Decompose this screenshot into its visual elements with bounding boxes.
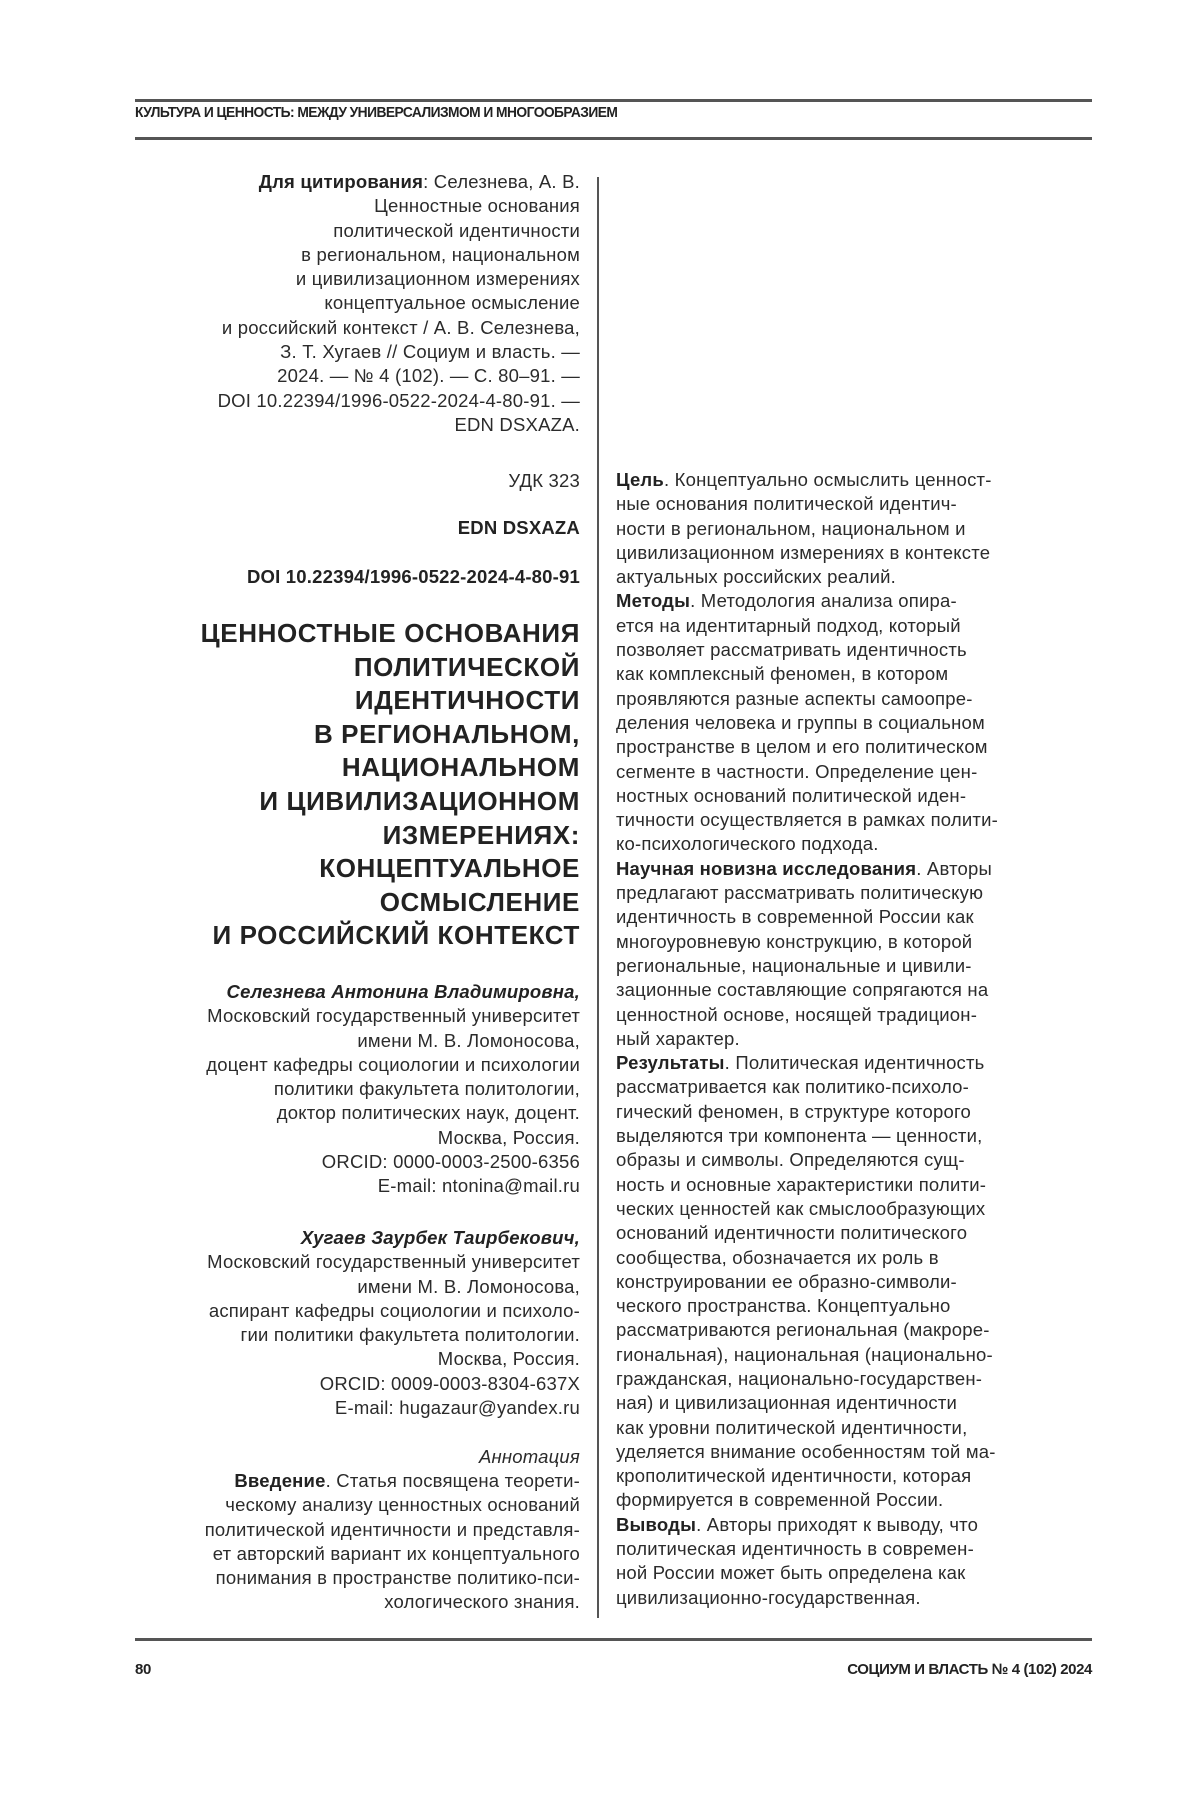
text-line [616, 1440, 998, 1464]
text-line [218, 364, 580, 388]
abstract-section [616, 468, 998, 589]
abstract-section [616, 1051, 998, 1513]
text-line [218, 413, 580, 437]
line-text: . Политическая идентичность [724, 1052, 985, 1074]
line-text: хологического знания. [384, 1591, 580, 1613]
line-text: ность и основные характеристики полити- [616, 1173, 987, 1195]
line-text: как комплексный феномен, в котором [616, 663, 949, 685]
annotation-label: Аннотация [478, 1446, 580, 1467]
line-text: ческому анализу ценностных оснований [225, 1494, 580, 1516]
line-text: тичности осуществляется в рамках полити- [616, 809, 998, 831]
text-line [616, 687, 998, 711]
line-text: ет авторский вариант их концептуального [212, 1542, 580, 1564]
title-line: ПОЛИТИЧЕСКОЙ [353, 651, 580, 682]
header-rule-bottom [135, 137, 1092, 140]
udk: УДК 323 [508, 470, 580, 491]
line-text: ный характер. [616, 1027, 740, 1049]
line-text: ческих ценностей как смыслообразующих [616, 1197, 986, 1219]
text-line [616, 905, 998, 929]
author-block [206, 980, 580, 1199]
title-line: ИДЕНТИЧНОСТИ [354, 685, 580, 716]
line-text: концептуальное осмысление [324, 292, 580, 314]
title-line: ОСМЫСЛЕНИЕ [379, 886, 580, 917]
line-text: политическая идентичность в современ- [616, 1538, 974, 1560]
author-affiliation-line: Москва, Россия. [437, 1348, 580, 1370]
line-text: проявляются разные аспекты самоопре- [616, 687, 973, 709]
line-text: ется на идентитарный подход, который [616, 614, 961, 636]
abstract-section [616, 1513, 998, 1610]
line-text: ценностной основе, носящей традицион- [616, 1003, 978, 1025]
line-text: формируется в современной России. [616, 1489, 944, 1511]
header-rule-top [135, 99, 1092, 102]
line-text: рассматривается как политико-психоло- [616, 1076, 970, 1098]
line-text: и цивилизационном измерениях [295, 268, 580, 290]
page-number: 80 [135, 1661, 151, 1678]
line-text: региональные, национальные и цивили- [616, 954, 972, 976]
line-text: выделяются три компонента — ценности, [616, 1125, 983, 1147]
text-line [616, 1221, 998, 1245]
text-line [616, 760, 998, 784]
line-text: актуальных российских реалий. [616, 566, 897, 588]
line-text: политической идентичности и представля- [204, 1518, 580, 1540]
author-affiliation-line: ORCID: 0009-0003-8304-637X [319, 1372, 580, 1394]
text-line [218, 243, 580, 267]
text-line [616, 1513, 998, 1537]
line-text: зационные составляющие сопрягаются на [616, 979, 989, 1001]
line-text: пространстве в целом и его политическом [616, 736, 988, 758]
line-text: гический феномен, в структуре которого [616, 1100, 971, 1122]
line-text: как уровни политической идентичности, [616, 1416, 968, 1438]
text-line [616, 541, 998, 565]
line-text: идентичность в современной России как [616, 906, 974, 928]
title-line: НАЦИОНАЛЬНОМ [341, 752, 580, 783]
column-divider [597, 177, 599, 1618]
abstract-intro [205, 1469, 580, 1615]
lead-label: Результаты [616, 1052, 725, 1074]
line-text: понимания в пространстве политико-пси- [215, 1567, 580, 1589]
line-text: Ценностные основания [374, 195, 580, 217]
author-affiliation-line: имени М. В. Ломоносова, [357, 1275, 580, 1297]
text-line [205, 1469, 580, 1493]
author-affiliation-line: имени М. В. Ломоносова, [357, 1029, 580, 1051]
author-affiliation-line: Москва, Россия. [437, 1126, 580, 1148]
line-text: политической идентичности [333, 219, 580, 241]
author-affiliation-line: Московский государственный университет [207, 1005, 580, 1027]
line-text: гражданская, национально-государствен- [616, 1367, 983, 1389]
text-line [218, 340, 580, 364]
journal-issue: СОЦИУМ И ВЛАСТЬ № 4 (102) 2024 [847, 1661, 1092, 1678]
line-text: предлагают рассматривать политическую [616, 882, 984, 904]
doi: DOI 10.22394/1996-0522-2024-4-80-91 [246, 566, 580, 587]
line-text: рассматриваются региональная (макроре- [616, 1319, 990, 1341]
abstract-sections [616, 468, 998, 1610]
text-line [616, 1051, 998, 1075]
text-line [616, 1416, 998, 1440]
text-line [616, 1075, 998, 1099]
title-line: ИЗМЕРЕНИЯХ: [382, 819, 580, 850]
line-text: ной России может быть определена как [616, 1562, 966, 1584]
line-text: ная) и цивилизационная идентичности [616, 1392, 958, 1414]
line-text: сообщества, обозначается их роль в [616, 1246, 939, 1268]
author-affiliation-line: Московский государственный университет [207, 1251, 580, 1273]
line-text: . Авторы [916, 857, 993, 879]
lead-label: Введение [234, 1470, 326, 1491]
line-text: . Концептуально осмыслить ценност- [663, 469, 992, 490]
line-text: ностных оснований политической иден- [616, 784, 967, 806]
text-line [218, 389, 580, 413]
text-line [616, 1003, 998, 1027]
text-line [205, 1542, 580, 1566]
author-affiliation-line: E-mail: ntonina@mail.ru [377, 1175, 580, 1197]
text-line [616, 1586, 998, 1610]
title-line: И РОССИЙСКИЙ КОНТЕКСТ [212, 920, 580, 951]
text-line [616, 930, 998, 954]
text-line [616, 954, 998, 978]
abstract-section [616, 589, 998, 856]
title-line: КОНЦЕПТУАЛЬНОЕ [319, 853, 580, 884]
author-affiliation-line: политики факультета политологии, [273, 1078, 580, 1100]
text-line [205, 1518, 580, 1542]
text-line [616, 857, 998, 881]
line-text: З. Т. Хугаев // Социум и власть. — [280, 341, 580, 363]
title-line: И ЦИВИЛИЗАЦИОННОМ [259, 785, 580, 816]
text-line [616, 1124, 998, 1148]
text-line [616, 589, 998, 613]
text-line [616, 784, 998, 808]
text-line [205, 1493, 580, 1517]
line-text: ности в региональном, национальном и [616, 517, 966, 539]
author-block [207, 1226, 580, 1420]
text-line [616, 1027, 998, 1051]
author-affiliation-line: ORCID: 0000-0003-2500-6356 [321, 1151, 580, 1173]
line-text: . Авторы приходят к выводу, что [696, 1513, 979, 1535]
lead-label: Научная новизна исследования [616, 857, 917, 879]
text-line [218, 291, 580, 315]
line-text: позволяет рассматривать идентичность [616, 639, 967, 661]
text-line [616, 881, 998, 905]
text-line [616, 614, 998, 638]
abstract-section [616, 857, 998, 1051]
line-text: многоуровневую конструкцию, в которой [616, 930, 973, 952]
edn: EDN DSXAZA [457, 517, 580, 538]
line-text: конструировании ее образно-символи- [616, 1270, 957, 1292]
lead-label: Цель [616, 469, 664, 490]
text-line [616, 1294, 998, 1318]
text-line [616, 1197, 998, 1221]
title-line: ЦЕННОСТНЫЕ ОСНОВАНИЯ [200, 618, 580, 648]
text-line [616, 1561, 998, 1585]
text-line [218, 219, 580, 243]
text-line [616, 517, 998, 541]
line-text: цивилизационно-государственная. [616, 1586, 921, 1608]
line-text: оснований идентичности политического [616, 1222, 968, 1244]
text-line [218, 316, 580, 340]
text-line [616, 1488, 998, 1512]
text-line [616, 711, 998, 735]
text-line [616, 1270, 998, 1294]
line-text: . Статья посвящена теорети- [325, 1470, 580, 1491]
line-text: ные основания политической идентич- [616, 493, 957, 515]
author-affiliation-line: E-mail: hugazaur@yandex.ru [334, 1397, 580, 1419]
text-line [616, 1246, 998, 1270]
text-line [616, 735, 998, 759]
line-text: деления человека и группы в социальном [616, 711, 985, 733]
text-line [616, 1391, 998, 1415]
lead-label: Методы [616, 590, 691, 612]
lead-label: Выводы [616, 1513, 697, 1535]
citation-block [218, 170, 580, 437]
text-line [616, 1537, 998, 1561]
text-line [205, 1566, 580, 1590]
line-text: сегменте в частности. Определение цен- [616, 760, 978, 782]
line-text: ко-психологического подхода. [616, 833, 879, 855]
line-text: гиональная), национальная (национально- [616, 1343, 993, 1365]
text-line [616, 978, 998, 1002]
lead-label: Для цитирования [258, 171, 424, 192]
text-line [218, 267, 580, 291]
line-text: 2024. — № 4 (102). — С. 80–91. — [277, 365, 580, 387]
line-text: уделяется внимание особенностям той ма- [616, 1440, 996, 1462]
line-text: в региональном, национальном [301, 243, 580, 265]
text-line [616, 1318, 998, 1342]
line-text: ческого пространства. Концептуально [616, 1295, 951, 1317]
author-affiliation-line: гии политики факультета политологии. [240, 1324, 580, 1346]
footer-rule [135, 1638, 1092, 1641]
text-line [616, 565, 998, 589]
line-text: образы и символы. Определяются сущ- [616, 1149, 965, 1171]
line-text: . Методология анализа опира- [690, 590, 957, 612]
text-line [616, 468, 998, 492]
text-line [616, 832, 998, 856]
text-line [616, 1148, 998, 1172]
text-line [205, 1590, 580, 1614]
text-line [616, 1100, 998, 1124]
author-name: Селезнева Антонина Владимировна, [226, 981, 580, 1002]
line-text: DOI 10.22394/1996-0522-2024-4-80-91. — [217, 389, 580, 411]
author-name: Хугаев Заурбек Таирбекович, [300, 1227, 580, 1248]
line-text: крополитической идентичности, которая [616, 1465, 972, 1487]
text-line [616, 1464, 998, 1488]
text-line [616, 492, 998, 516]
author-affiliation-line: доктор политических наук, доцент. [276, 1102, 580, 1124]
line-text: : Селезнева, А. В. [423, 171, 580, 192]
text-line [218, 170, 580, 194]
text-line [616, 638, 998, 662]
author-affiliation-line: аспирант кафедры социологии и психоло- [208, 1299, 580, 1321]
line-text: и российский контекст / А. В. Селезнева, [221, 316, 580, 338]
title-line: В РЕГИОНАЛЬНОМ, [313, 718, 580, 749]
text-line [616, 1173, 998, 1197]
line-text: EDN DSXAZA. [454, 413, 580, 435]
running-header: КУЛЬТУРА И ЦЕННОСТЬ: МЕЖДУ УНИВЕРСАЛИЗМОМ И МНОГООБРАЗИЕМ [135, 104, 618, 121]
text-line [616, 662, 998, 686]
text-line [616, 808, 998, 832]
text-line [218, 194, 580, 218]
article-title [201, 617, 580, 953]
author-affiliation-line: доцент кафедры социологии и психологии [206, 1053, 580, 1075]
text-line [616, 1343, 998, 1367]
line-text: цивилизационном измерениях в контексте [616, 541, 991, 563]
text-line [616, 1367, 998, 1391]
